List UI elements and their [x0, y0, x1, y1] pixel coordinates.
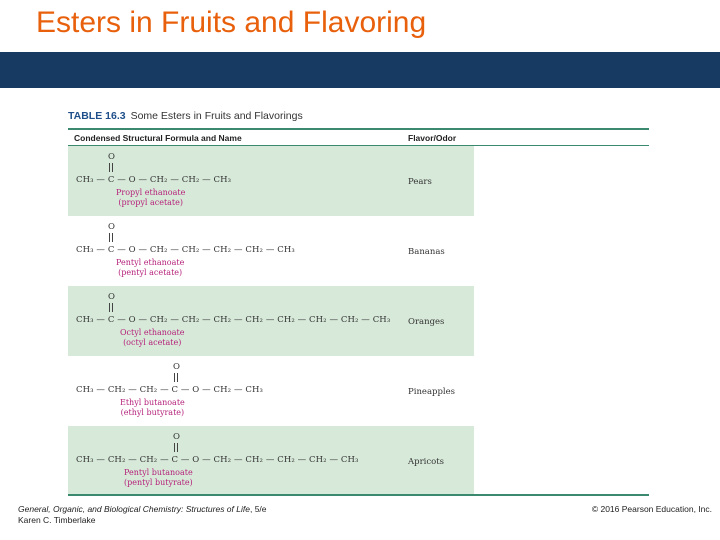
ester-name [124, 468, 193, 488]
structural-formula [76, 356, 406, 426]
table-caption [68, 110, 303, 126]
carbonyl-oxygen: O [108, 292, 115, 302]
common-name: (pentyl acetate) [118, 268, 183, 277]
ester-name [120, 398, 185, 418]
table-bottom-rule [68, 494, 649, 496]
iupac-name: Propyl ethanoate [116, 188, 186, 197]
footer-citation [18, 504, 267, 526]
formula-chain: CH₃ — C — O — CH₂ — CH₂ — CH₂ — CH₂ — CH₂ — CH₂ — CH₂ — CH₃ [76, 315, 391, 325]
double-bond [174, 373, 178, 382]
structural-formula [76, 426, 406, 496]
common-name: (octyl acetate) [123, 338, 182, 347]
iupac-name: Pentyl ethanoate [116, 258, 185, 267]
formula-chain: CH₃ — C — O — CH₂ — CH₂ — CH₃ [76, 175, 232, 185]
header-flavor: Flavor/Odor [408, 133, 457, 143]
formula-chain: CH₃ — CH₂ — CH₂ — C — O — CH₂ — CH₃ [76, 385, 264, 395]
table-row-pears [68, 146, 474, 216]
double-bond [174, 443, 178, 452]
flavor-odor: Oranges [408, 317, 445, 327]
iupac-name: Octyl ethanoate [120, 328, 185, 337]
table-number: TABLE 16.3 [68, 110, 126, 122]
common-name: (ethyl butyrate) [120, 408, 185, 417]
table-caption-text: Some Esters in Fruits and Flavorings [130, 110, 303, 122]
table-row-pineapples [68, 356, 474, 426]
table-row-apricots [68, 426, 474, 496]
carbonyl-oxygen: O [108, 222, 115, 232]
flavor-odor: Apricots [408, 457, 445, 467]
footer-copyright: © 2016 Pearson Education, Inc. [591, 504, 712, 514]
double-bond [109, 303, 113, 312]
structural-formula [76, 286, 406, 356]
iupac-name: Ethyl butanoate [120, 398, 185, 407]
carbonyl-oxygen: O [173, 362, 180, 372]
flavor-odor: Pineapples [408, 387, 456, 397]
carbonyl-oxygen: O [173, 432, 180, 442]
table-row-bananas [68, 216, 474, 286]
ester-name [120, 328, 184, 348]
title-bar [0, 52, 720, 88]
book-author: Karen C. Timberlake [18, 515, 96, 525]
table-row-oranges [68, 286, 474, 356]
structural-formula [76, 146, 406, 216]
structural-formula [76, 216, 406, 286]
formula-chain: CH₃ — C — O — CH₂ — CH₂ — CH₂ — CH₂ — CH₃ [76, 245, 295, 255]
book-edition: , 5/e [249, 504, 267, 514]
double-bond [109, 233, 113, 242]
slide-title: Esters in Fruits and Flavoring [36, 6, 427, 39]
common-name: (pentyl butyrate) [124, 478, 193, 487]
book-title: General, Organic, and Biological Chemistry: Structures of Life [18, 504, 250, 514]
common-name: (propyl acetate) [118, 198, 183, 207]
header-formula: Condensed Structural Formula and Name [74, 133, 242, 143]
formula-chain: CH₃ — CH₂ — CH₂ — C — O — CH₂ — CH₂ — CH₂ — CH₂ — CH₃ [76, 455, 359, 465]
flavor-odor: Pears [408, 177, 432, 187]
ester-table [68, 110, 649, 496]
ester-name [116, 258, 184, 278]
ester-name [116, 188, 185, 208]
table-header [68, 128, 649, 146]
double-bond [109, 163, 113, 172]
flavor-odor: Bananas [408, 247, 445, 257]
iupac-name: Pentyl butanoate [124, 468, 193, 477]
carbonyl-oxygen: O [108, 152, 115, 162]
